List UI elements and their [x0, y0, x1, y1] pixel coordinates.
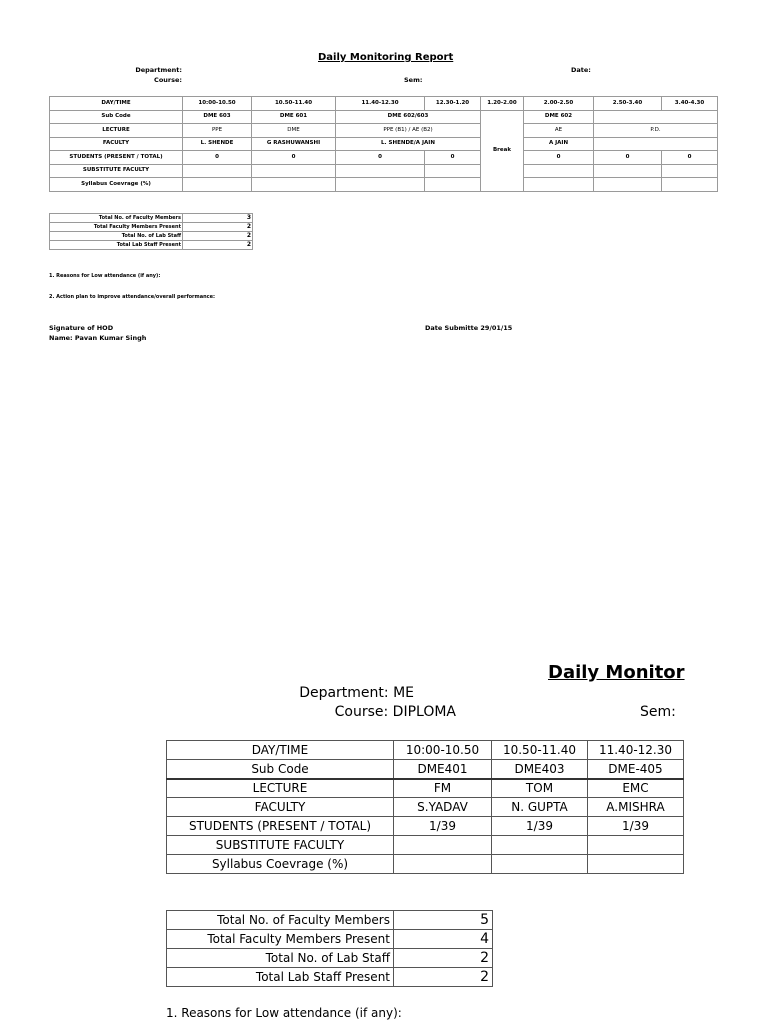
lecture-cell: P.D. — [594, 124, 718, 138]
empty-cell — [425, 178, 481, 192]
time-header: 10.50-11.40 — [252, 97, 336, 111]
summary-row — [50, 241, 253, 250]
empty-cell — [588, 836, 684, 855]
sub-code-cell: DME 603 — [183, 110, 252, 124]
empty-cell — [588, 855, 684, 874]
time-header: 10:00-10.50 — [394, 741, 492, 760]
empty-cell — [336, 164, 425, 178]
row-label: SUBSTITUTE FACULTY — [50, 164, 183, 178]
time-header: 11.40-12.30 — [336, 97, 425, 111]
lecture-cell: FM — [394, 779, 492, 798]
course-value: Course: DIPLOMA — [334, 704, 456, 720]
students-cell: 0 — [336, 151, 425, 165]
summary-value: 2 — [394, 949, 493, 968]
syllabus-row — [167, 855, 684, 874]
summary-row — [167, 930, 493, 949]
empty-cell — [662, 164, 718, 178]
summary-value: 3 — [183, 214, 253, 223]
summary-row — [50, 214, 253, 223]
lecture-cell: EMC — [588, 779, 684, 798]
report-title-large: Daily Monitor — [548, 662, 685, 683]
time-header: 1.20-2.00 — [481, 97, 524, 111]
time-header: 2.50-3.40 — [594, 97, 662, 111]
summary-value: 4 — [394, 930, 493, 949]
faculty-cell: N. GUPTA — [492, 798, 588, 817]
lecture-row — [167, 779, 684, 798]
empty-cell — [336, 178, 425, 192]
date-label: Date: — [571, 66, 591, 74]
summary-label: Total No. of Lab Staff — [50, 232, 183, 241]
students-row — [167, 817, 684, 836]
students-cell: 0 — [662, 151, 718, 165]
summary-value: 2 — [183, 232, 253, 241]
empty-cell — [394, 855, 492, 874]
faculty-cell: A JAIN — [524, 137, 594, 151]
time-header: DAY/TIME — [167, 741, 394, 760]
lecture-row — [50, 124, 718, 138]
summary-row — [50, 232, 253, 241]
summary-value: 2 — [183, 223, 253, 232]
summary-label: Total No. of Faculty Members — [167, 911, 394, 930]
row-label: SUBSTITUTE FACULTY — [167, 836, 394, 855]
low-attendance-reason-large: 1. Reasons for Low attendance (if any): — [166, 1006, 402, 1020]
lecture-cell: AE — [524, 124, 594, 138]
timetable-large — [166, 740, 684, 874]
summary-label: Total No. of Lab Staff — [167, 949, 394, 968]
empty-cell — [183, 164, 252, 178]
timetable — [49, 96, 718, 192]
sub-code-cell: DME 601 — [252, 110, 336, 124]
students-cell: 0 — [183, 151, 252, 165]
summary-label: Total Lab Staff Present — [167, 968, 394, 987]
date-submitted: Date Submitte 29/01/15 — [425, 324, 513, 332]
summary-label: Total Lab Staff Present — [50, 241, 183, 250]
syllabus-row — [50, 178, 718, 192]
empty-cell — [252, 164, 336, 178]
report-title: Daily Monitoring Report — [318, 52, 454, 63]
row-label: Syllabus Coevrage (%) — [50, 178, 183, 192]
department-label: Department: — [135, 66, 182, 74]
sub-code-cell: DME 602/603 — [336, 110, 481, 124]
empty-cell — [183, 178, 252, 192]
row-label: STUDENTS (PRESENT / TOTAL) — [50, 151, 183, 165]
sub-code-row — [167, 760, 684, 779]
empty-cell — [594, 178, 662, 192]
faculty-cell: L. SHENDE/A JAIN — [336, 137, 481, 151]
summary-label: Total No. of Faculty Members — [50, 214, 183, 223]
sub-code-cell: DME-405 — [588, 760, 684, 779]
row-label: LECTURE — [50, 124, 183, 138]
faculty-cell: A.MISHRA — [588, 798, 684, 817]
students-cell: 1/39 — [588, 817, 684, 836]
empty-cell — [394, 836, 492, 855]
hod-signature-label: Signature of HOD — [49, 324, 114, 332]
time-header: 12.30-1.20 — [425, 97, 481, 111]
time-header-row — [50, 97, 718, 111]
hod-name: Name: Pavan Kumar Singh — [49, 334, 147, 342]
staff-summary-table-large — [166, 910, 493, 987]
faculty-cell: G RASHUWANSHI — [252, 137, 336, 151]
time-header: 2.00-2.50 — [524, 97, 594, 111]
students-cell: 1/39 — [492, 817, 588, 836]
staff-summary-table — [49, 213, 253, 250]
row-label: FACULTY — [167, 798, 394, 817]
lecture-cell: PPE (B1) / AE (B2) — [336, 124, 481, 138]
students-row — [50, 151, 718, 165]
summary-value: 5 — [394, 911, 493, 930]
students-cell: 0 — [425, 151, 481, 165]
action-plan-note: 2. Action plan to improve attendance/overall performance: — [49, 294, 216, 300]
empty-cell — [425, 164, 481, 178]
sub-code-cell: DME 602 — [524, 110, 594, 124]
faculty-cell — [594, 137, 718, 151]
lecture-cell: TOM — [492, 779, 588, 798]
row-label: STUDENTS (PRESENT / TOTAL) — [167, 817, 394, 836]
time-header: DAY/TIME — [50, 97, 183, 111]
row-label: Syllabus Coevrage (%) — [167, 855, 394, 874]
lecture-cell: DME — [252, 124, 336, 138]
faculty-cell: S.YADAV — [394, 798, 492, 817]
summary-label: Total Faculty Members Present — [50, 223, 183, 232]
empty-cell — [252, 178, 336, 192]
row-label: LECTURE — [167, 779, 394, 798]
empty-cell — [524, 178, 594, 192]
empty-cell — [492, 836, 588, 855]
time-header: 10:00-10.50 — [183, 97, 252, 111]
summary-row — [167, 949, 493, 968]
break-cell: Break — [481, 110, 524, 191]
row-label: Sub Code — [167, 760, 394, 779]
summary-value: 2 — [394, 968, 493, 987]
substitute-row — [50, 164, 718, 178]
summary-row — [50, 223, 253, 232]
summary-label: Total Faculty Members Present — [167, 930, 394, 949]
low-attendance-reason: 1. Reasons for Low attendance (if any): — [49, 273, 161, 279]
sem-label: Sem: — [404, 76, 423, 84]
students-cell: 0 — [524, 151, 594, 165]
faculty-row — [50, 137, 718, 151]
summary-row — [167, 968, 493, 987]
empty-cell — [662, 178, 718, 192]
substitute-row — [167, 836, 684, 855]
students-cell: 1/39 — [394, 817, 492, 836]
time-header: 11.40-12.30 — [588, 741, 684, 760]
faculty-row — [167, 798, 684, 817]
empty-cell — [492, 855, 588, 874]
summary-row — [167, 911, 493, 930]
sub-code-cell: DME403 — [492, 760, 588, 779]
lecture-cell: PPE — [183, 124, 252, 138]
students-cell: 0 — [594, 151, 662, 165]
students-cell: 0 — [252, 151, 336, 165]
time-header: 3.40-4.30 — [662, 97, 718, 111]
sub-code-cell — [594, 110, 718, 124]
sub-code-row — [50, 110, 718, 124]
sem-label-large: Sem: — [640, 704, 676, 720]
empty-cell — [524, 164, 594, 178]
time-header-row — [167, 741, 684, 760]
sub-code-cell: DME401 — [394, 760, 492, 779]
summary-value: 2 — [183, 241, 253, 250]
row-label: Sub Code — [50, 110, 183, 124]
row-label: FACULTY — [50, 137, 183, 151]
faculty-cell: L. SHENDE — [183, 137, 252, 151]
course-label: Course: — [154, 76, 182, 84]
empty-cell — [594, 164, 662, 178]
time-header: 10.50-11.40 — [492, 741, 588, 760]
department-value: Department: ME — [299, 685, 414, 701]
